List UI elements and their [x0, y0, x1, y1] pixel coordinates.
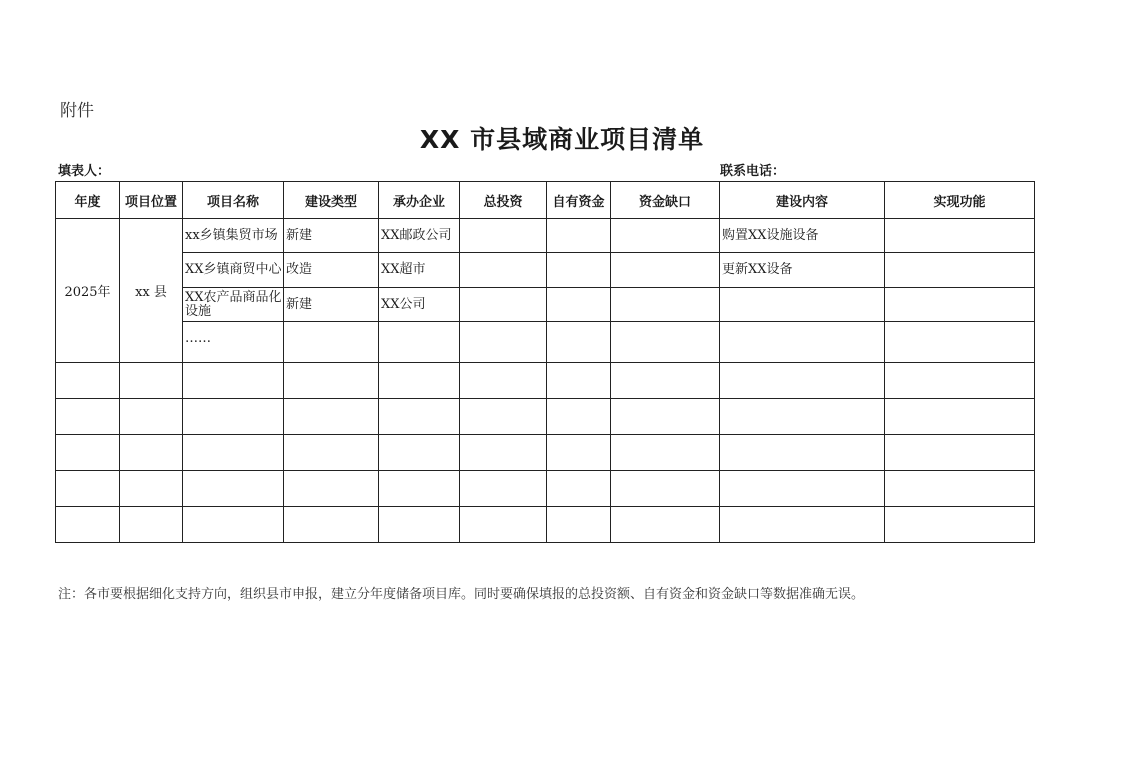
page-title: XX 市县域商业项目清单: [419, 125, 705, 154]
empty-row: [56, 399, 1035, 435]
phone-label: 联系电话：: [720, 164, 786, 179]
empty-row: [56, 435, 1035, 471]
empty-row: [56, 507, 1035, 543]
year-cell: 2025年: [56, 219, 120, 363]
header-total-investment: 总投资: [460, 182, 547, 219]
footnote: 注：各市要根据细化支持方向，组织县市申报，建立分年度储备项目库。同时要确保填报的总投资额、自有资金和资金缺口等数据准确无误。: [58, 587, 865, 602]
header-content: 建设内容: [720, 182, 885, 219]
company-cell: XX邮政公司: [381, 227, 452, 243]
ellipsis-cell: ……: [185, 331, 211, 346]
project-name-cell: XX农产品商品化设施: [185, 289, 282, 319]
header-funding-gap: 资金缺口: [611, 182, 720, 219]
empty-row: [56, 471, 1035, 507]
table-row: [56, 219, 1035, 253]
attachment-label: 附件: [60, 101, 94, 121]
build-type-cell: 新建: [286, 296, 313, 312]
project-name-cell: xx乡镇集贸市场: [185, 227, 278, 243]
build-type-cell: 改造: [286, 262, 313, 277]
empty-row: [56, 363, 1035, 399]
filler-label: 填表人：: [58, 164, 111, 179]
project-name-cell: XX乡镇商贸中心: [185, 262, 282, 277]
header-project-name: 项目名称: [183, 182, 284, 219]
table-row: [56, 322, 1035, 363]
table-row: [56, 288, 1035, 322]
build-type-cell: 新建: [286, 227, 313, 243]
header-row: [56, 182, 1035, 219]
company-cell: XX公司: [381, 296, 426, 312]
location-cell: xx 县: [120, 219, 183, 363]
header-function: 实现功能: [885, 182, 1035, 219]
table-row: [56, 253, 1035, 288]
content-cell: 更新XX设备: [722, 262, 793, 277]
content-cell: 购置XX设施设备: [722, 227, 819, 243]
header-location: 项目位置: [120, 182, 183, 219]
header-company: 承办企业: [379, 182, 460, 219]
project-table: [55, 181, 1035, 543]
header-year: 年度: [56, 182, 120, 219]
header-own-funds: 自有资金: [547, 182, 611, 219]
header-build-type: 建设类型: [284, 182, 379, 219]
company-cell: XX超市: [381, 262, 426, 277]
